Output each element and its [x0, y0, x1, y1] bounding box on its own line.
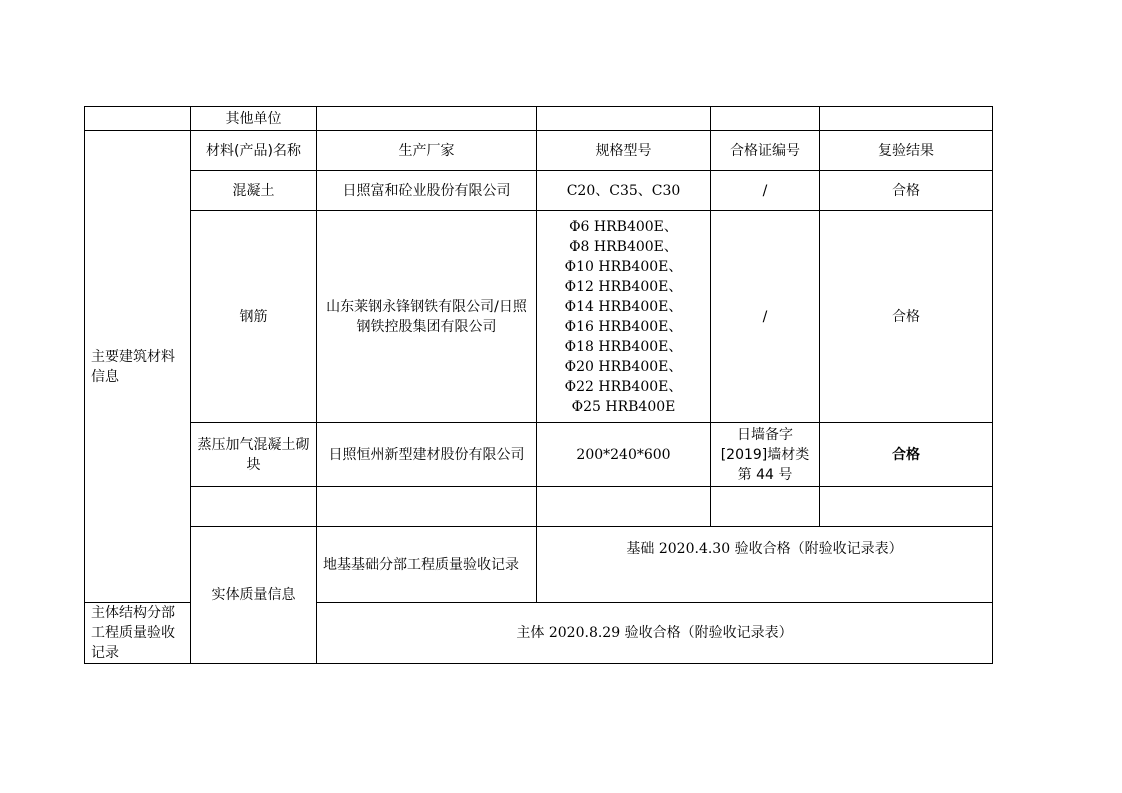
materials-section-label: 主要建筑材料信息	[85, 131, 191, 603]
material-spec: C20、C35、C30	[537, 171, 711, 211]
blank-cell	[317, 107, 537, 131]
material-name: 蒸压加气混凝土砌块	[191, 423, 317, 487]
quality-item-label: 主体结构分部工程质量验收记录	[85, 603, 191, 664]
table-row	[85, 527, 993, 603]
column-header-spec: 规格型号	[537, 131, 711, 171]
table-row	[85, 171, 993, 211]
acceptance-info-table	[84, 106, 993, 664]
column-header-name: 材料(产品)名称	[191, 131, 317, 171]
spec-line: Φ14 HRB400E、	[564, 298, 683, 315]
spec-line: Φ25 HRB400E	[571, 398, 676, 415]
blank-cell	[85, 107, 191, 131]
column-header-result: 复验结果	[820, 131, 993, 171]
material-manufacturer: 日照恒州新型建材股份有限公司	[317, 423, 537, 487]
quality-section-label: 实体质量信息	[191, 527, 317, 664]
column-header-cert: 合格证编号	[711, 131, 820, 171]
blank-cell	[317, 487, 537, 527]
material-cert: /	[711, 211, 820, 423]
spec-line: Φ8 HRB400E、	[569, 238, 678, 255]
material-spec: 200*240*600	[537, 423, 711, 487]
spec-line: Φ12 HRB400E、	[564, 278, 683, 295]
material-result: 合格	[820, 423, 993, 487]
blank-cell	[820, 107, 993, 131]
table-row	[85, 107, 993, 131]
material-cert: 日墙备字[2019]墙材类第 44 号	[711, 423, 820, 487]
material-cert: /	[711, 171, 820, 211]
table-row	[85, 423, 993, 487]
blank-cell	[820, 487, 993, 527]
other-unit-label: 其他单位	[191, 107, 317, 131]
material-result: 合格	[820, 171, 993, 211]
material-result: 合格	[820, 211, 993, 423]
spec-line: Φ22 HRB400E、	[564, 378, 683, 395]
material-spec-list	[537, 211, 711, 423]
spec-line: Φ6 HRB400E、	[569, 218, 678, 235]
quality-item-value: 基础 2020.4.30 验收合格（附验收记录表）	[537, 527, 993, 603]
blank-cell	[711, 107, 820, 131]
blank-cell	[191, 487, 317, 527]
spec-line: Φ16 HRB400E、	[564, 318, 683, 335]
spec-line: Φ18 HRB400E、	[564, 338, 683, 355]
blank-cell	[711, 487, 820, 527]
table-header-row	[85, 131, 993, 171]
table-row	[85, 211, 993, 423]
material-name: 钢筋	[191, 211, 317, 423]
material-manufacturer: 山东莱钢永锋钢铁有限公司/日照钢铁控股集团有限公司	[317, 211, 537, 423]
blank-cell	[537, 487, 711, 527]
material-name: 混凝土	[191, 171, 317, 211]
blank-cell	[537, 107, 711, 131]
quality-item-label: 地基基础分部工程质量验收记录	[317, 527, 537, 603]
table-row	[85, 487, 993, 527]
column-header-manufacturer: 生产厂家	[317, 131, 537, 171]
spec-line: Φ20 HRB400E、	[564, 358, 683, 375]
spec-line: Φ10 HRB400E、	[564, 258, 683, 275]
material-manufacturer: 日照富和砼业股份有限公司	[317, 171, 537, 211]
quality-item-value: 主体 2020.8.29 验收合格（附验收记录表）	[317, 603, 993, 664]
